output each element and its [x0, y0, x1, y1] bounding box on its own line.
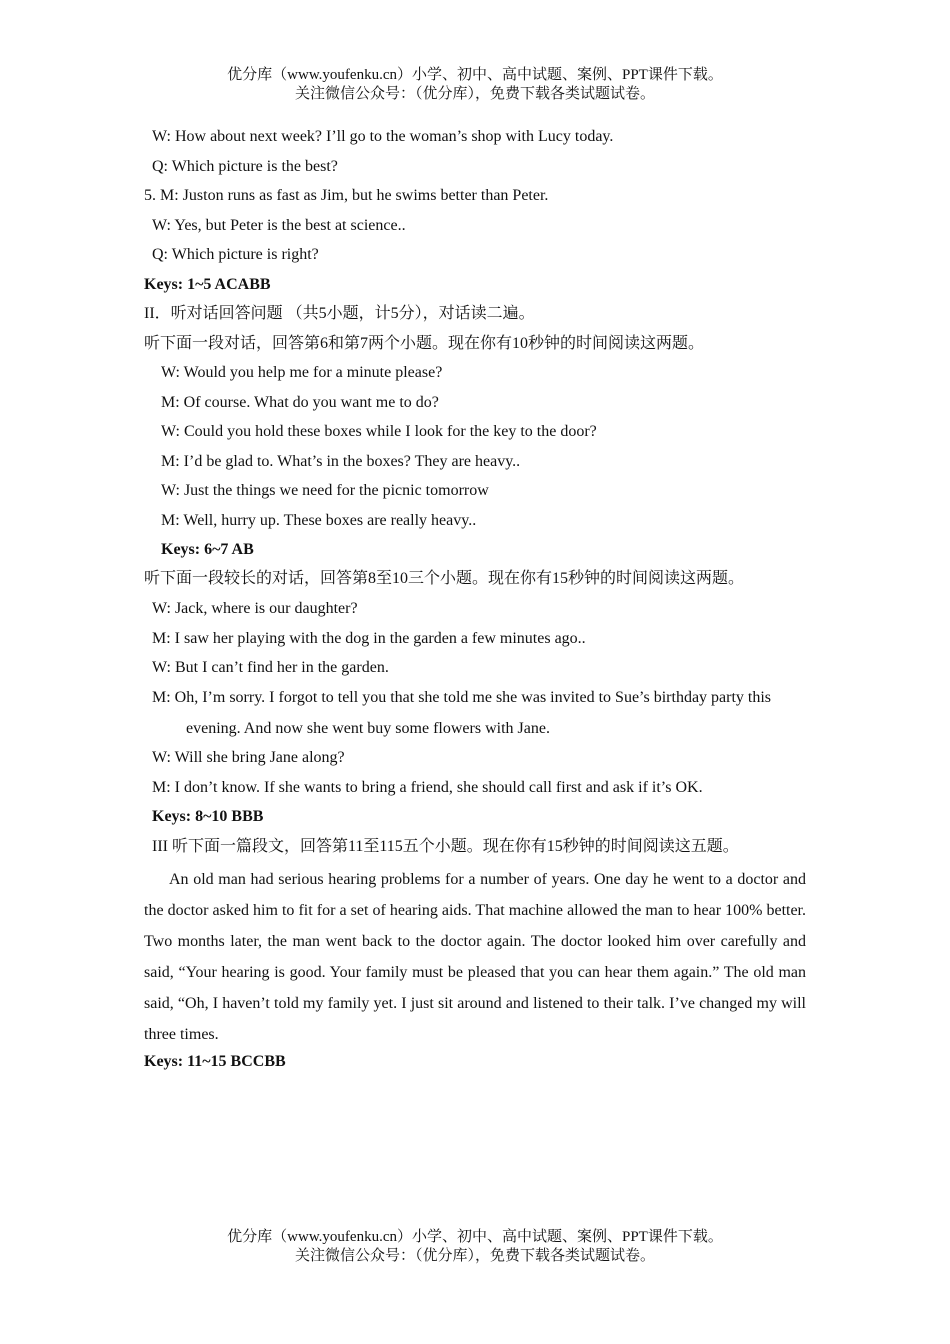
dialogue-line: W: Would you help me for a minute please?: [161, 364, 443, 381]
listening-passage: An old man had serious hearing problems for a number of years. One day he went to a doctor and the doctor asked him to fit for a set of hearing aids. That machine allowed the man to hear 100% better. Two months later, the man went back to the doctor again. The doctor looked him over carefully and said, “Your hearing is good. Your family must be pleased that you can hear them again.” The old man said, “Oh, I haven’t told my family yet. I just sit around and listened to their talk. I’ve changed my will three times.: [144, 871, 806, 1043]
dialogue-line: 5. M: Juston runs as fast as Jim, but he swims better than Peter.: [144, 187, 549, 204]
dialogue-line: W: But I can’t find her in the garden.: [152, 659, 389, 676]
dialogue-line: W: Just the things we need for the picnic tomorrow: [161, 482, 489, 499]
answer-key: Keys: 8~10 BBB: [152, 808, 264, 825]
question-line: Q: Which picture is the best?: [152, 158, 338, 175]
dialogue-line: W: Yes, but Peter is the best at science..: [152, 217, 406, 234]
dialogue-line: M: I saw her playing with the dog in the garden a few minutes ago..: [152, 630, 586, 647]
dialogue-line: M: I’d be glad to. What’s in the boxes? They are heavy..: [161, 453, 521, 470]
page-footer: [0, 1228, 950, 1266]
dialogue-line: M: Well, hurry up. These boxes are really heavy..: [161, 512, 477, 529]
answer-key: Keys: 11~15 BCCBB: [144, 1053, 286, 1070]
dialogue-line: M: I don’t know. If she wants to bring a friend, she should call first and ask if it’s OK.: [152, 779, 703, 796]
footer-line-1: 优分库（www.youfenku.cn）小学、初中、高中试题、案例、PPT课件下载。: [227, 1229, 723, 1245]
question-line: Q: Which picture is right?: [152, 246, 319, 263]
dialogue-line: M: Of course. What do you want me to do?: [161, 394, 439, 411]
answer-key: Keys: 1~5 ACABB: [144, 276, 271, 293]
answer-key: Keys: 6~7 AB: [161, 541, 254, 558]
dialogue-line-continued: evening. And now she went buy some flowers with Jane.: [186, 720, 550, 737]
dialogue-line: W: How about next week? I’ll go to the woman’s shop with Lucy today.: [152, 128, 614, 145]
header-line-1: 优分库（www.youfenku.cn）小学、初中、高中试题、案例、PPT课件下载。: [227, 67, 723, 83]
page-header: [0, 66, 950, 104]
dialogue-line: W: Jack, where is our daughter?: [152, 600, 358, 617]
header-line-2: 关注微信公众号：（优分库），免费下载各类试题试卷。: [294, 86, 655, 102]
dialogue-line: W: Will she bring Jane along?: [152, 749, 345, 766]
section-title: III 听下面一篇段文，回答第11至115五个小题。现在你有15秒钟的时间阅读这五题。: [152, 838, 739, 855]
dialogue-line: M: Oh, I’m sorry. I forgot to tell you that she told me she was invited to Sue’s birthday party this: [152, 689, 772, 706]
section-instructions: 听下面一段较长的对话，回答第8至10三个小题。现在你有15秒钟的时间阅读这两题。: [144, 570, 745, 587]
dialogue-line: W: Could you hold these boxes while I look for the key to the door?: [161, 423, 597, 440]
footer-line-2: 关注微信公众号：（优分库），免费下载各类试题试卷。: [294, 1248, 655, 1264]
section-title: II．听对话回答问题 （共5小题，计5分），对话读二遍。: [144, 305, 535, 322]
section-instructions: 听下面一段对话，回答第6和第7两个小题。现在你有10秒钟的时间阅读这两题。: [144, 335, 705, 352]
